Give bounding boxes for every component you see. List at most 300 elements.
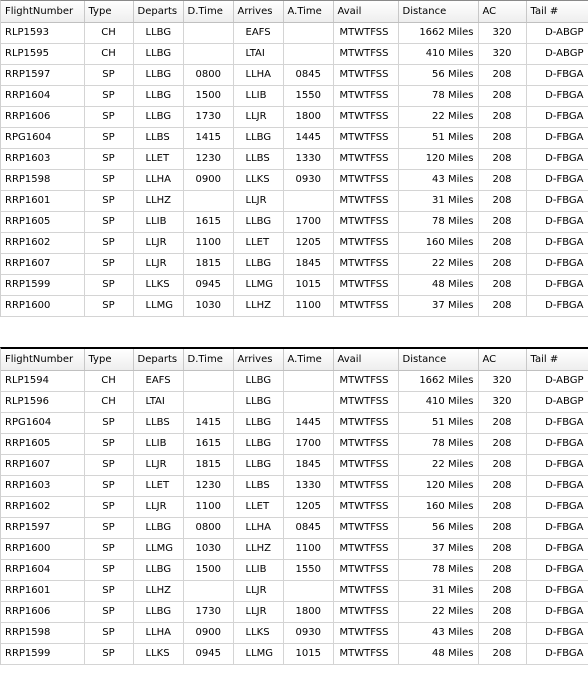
cell-tail-number[interactable]: D-FBGA [526,127,588,148]
cell-type[interactable]: CH [84,22,133,43]
cell-tail-number[interactable]: D-FBGA [526,580,588,601]
cell-departure-time[interactable]: 1730 [183,106,233,127]
table-row[interactable] [1,127,588,148]
cell-aircraft[interactable]: 320 [478,370,526,391]
cell-arrival-time[interactable] [283,580,333,601]
cell-tail-number[interactable]: D-FBGA [526,538,588,559]
cell-distance[interactable]: 48 Miles [398,274,478,295]
cell-aircraft[interactable]: 208 [478,475,526,496]
cell-tail-number[interactable]: D-FBGA [526,169,588,190]
cell-type[interactable]: SP [84,580,133,601]
cell-departs[interactable]: LLJR [133,232,183,253]
table-row[interactable] [1,232,588,253]
cell-distance[interactable]: 22 Miles [398,454,478,475]
table-row[interactable] [1,643,588,664]
table-row[interactable] [1,211,588,232]
cell-departs[interactable]: LLBG [133,64,183,85]
cell-type[interactable]: SP [84,454,133,475]
cell-arrives[interactable]: LLJR [233,601,283,622]
cell-flight-number[interactable]: RRP1607 [1,454,84,475]
cell-arrives[interactable]: LLHA [233,517,283,538]
cell-type[interactable]: CH [84,370,133,391]
cell-availability[interactable]: MTWTFSS [333,643,398,664]
cell-flight-number[interactable]: RRP1607 [1,253,84,274]
cell-arrives[interactable]: LLBS [233,148,283,169]
cell-distance[interactable]: 120 Miles [398,148,478,169]
cell-availability[interactable]: MTWTFSS [333,169,398,190]
cell-availability[interactable]: MTWTFSS [333,391,398,412]
cell-distance[interactable]: 37 Miles [398,295,478,316]
cell-availability[interactable]: MTWTFSS [333,274,398,295]
table-row[interactable] [1,601,588,622]
cell-departs[interactable]: LLHZ [133,580,183,601]
cell-aircraft[interactable]: 208 [478,412,526,433]
cell-departure-time[interactable]: 0800 [183,64,233,85]
cell-distance[interactable]: 37 Miles [398,538,478,559]
cell-arrival-time[interactable]: 1550 [283,559,333,580]
cell-type[interactable]: SP [84,601,133,622]
cell-type[interactable]: SP [84,274,133,295]
cell-departs[interactable]: LTAI [133,391,183,412]
cell-arrival-time[interactable] [283,43,333,64]
cell-flight-number[interactable]: RRP1598 [1,622,84,643]
cell-arrival-time[interactable] [283,391,333,412]
cell-flight-number[interactable]: RRP1598 [1,169,84,190]
cell-availability[interactable]: MTWTFSS [333,475,398,496]
cell-arrives[interactable]: LLBG [233,211,283,232]
cell-flight-number[interactable]: RRP1605 [1,211,84,232]
cell-departs[interactable]: LLBS [133,412,183,433]
cell-flight-number[interactable]: RRP1599 [1,274,84,295]
cell-distance[interactable]: 78 Miles [398,433,478,454]
cell-departure-time[interactable]: 1100 [183,232,233,253]
cell-type[interactable]: SP [84,64,133,85]
cell-flight-number[interactable]: RRP1603 [1,148,84,169]
cell-departs[interactable]: LLBG [133,559,183,580]
cell-distance[interactable]: 1662 Miles [398,22,478,43]
cell-departs[interactable]: LLMG [133,295,183,316]
cell-tail-number[interactable]: D-FBGA [526,106,588,127]
cell-departure-time[interactable]: 0900 [183,622,233,643]
cell-type[interactable]: SP [84,295,133,316]
cell-arrival-time[interactable]: 0930 [283,622,333,643]
cell-arrives[interactable]: LLBG [233,454,283,475]
cell-arrival-time[interactable]: 1700 [283,211,333,232]
cell-tail-number[interactable]: D-FBGA [526,274,588,295]
cell-departure-time[interactable] [183,43,233,64]
table-row[interactable] [1,580,588,601]
cell-arrives[interactable]: LLHA [233,64,283,85]
cell-arrival-time[interactable]: 1015 [283,643,333,664]
cell-departure-time[interactable]: 1815 [183,454,233,475]
cell-type[interactable]: SP [84,253,133,274]
cell-availability[interactable]: MTWTFSS [333,43,398,64]
cell-departs[interactable]: LLKS [133,643,183,664]
cell-departure-time[interactable]: 1615 [183,433,233,454]
cell-arrival-time[interactable]: 1015 [283,274,333,295]
column-header-arrives[interactable]: Arrives [233,1,283,22]
table-row[interactable] [1,295,588,316]
cell-flight-number[interactable]: RRP1604 [1,85,84,106]
cell-type[interactable]: SP [84,559,133,580]
cell-tail-number[interactable]: D-FBGA [526,643,588,664]
cell-arrival-time[interactable]: 1700 [283,433,333,454]
column-header-departure-time[interactable]: D.Time [183,349,233,370]
cell-arrives[interactable]: LLHZ [233,295,283,316]
cell-aircraft[interactable]: 208 [478,64,526,85]
cell-departure-time[interactable] [183,391,233,412]
table-row[interactable] [1,169,588,190]
cell-departure-time[interactable]: 1415 [183,412,233,433]
flights-grid-outbound[interactable] [0,0,588,317]
cell-availability[interactable]: MTWTFSS [333,370,398,391]
cell-departs[interactable]: LLBS [133,127,183,148]
column-header-distance[interactable]: Distance [398,349,478,370]
column-header-departs[interactable]: Departs [133,1,183,22]
cell-tail-number[interactable]: D-FBGA [526,64,588,85]
cell-availability[interactable]: MTWTFSS [333,622,398,643]
cell-flight-number[interactable]: RPG1604 [1,412,84,433]
cell-aircraft[interactable]: 208 [478,454,526,475]
table-row[interactable] [1,433,588,454]
column-header-aircraft[interactable]: AC [478,349,526,370]
cell-departure-time[interactable]: 1415 [183,127,233,148]
cell-type[interactable]: SP [84,496,133,517]
cell-aircraft[interactable]: 208 [478,580,526,601]
cell-type[interactable]: SP [84,643,133,664]
cell-arrival-time[interactable]: 0845 [283,517,333,538]
cell-availability[interactable]: MTWTFSS [333,496,398,517]
cell-flight-number[interactable]: RRP1601 [1,580,84,601]
cell-availability[interactable]: MTWTFSS [333,253,398,274]
cell-tail-number[interactable]: D-FBGA [526,475,588,496]
cell-tail-number[interactable]: D-ABGP [526,370,588,391]
cell-distance[interactable]: 56 Miles [398,517,478,538]
column-header-type[interactable]: Type [84,349,133,370]
cell-type[interactable]: SP [84,232,133,253]
cell-arrival-time[interactable]: 1800 [283,601,333,622]
cell-aircraft[interactable]: 208 [478,190,526,211]
table-row[interactable] [1,64,588,85]
table-row[interactable] [1,517,588,538]
cell-availability[interactable]: MTWTFSS [333,538,398,559]
table-row[interactable] [1,106,588,127]
cell-availability[interactable]: MTWTFSS [333,190,398,211]
cell-arrival-time[interactable] [283,22,333,43]
cell-distance[interactable]: 22 Miles [398,106,478,127]
cell-arrives[interactable]: LLKS [233,622,283,643]
cell-arrives[interactable]: LLBG [233,412,283,433]
cell-departure-time[interactable]: 0900 [183,169,233,190]
table-row[interactable] [1,496,588,517]
cell-distance[interactable]: 78 Miles [398,85,478,106]
cell-distance[interactable]: 78 Miles [398,211,478,232]
cell-arrives[interactable]: LLET [233,232,283,253]
column-header-tail-number[interactable]: Tail # [526,349,588,370]
cell-departs[interactable]: LLBG [133,85,183,106]
cell-distance[interactable]: 48 Miles [398,643,478,664]
table-row[interactable] [1,148,588,169]
cell-distance[interactable]: 160 Miles [398,496,478,517]
cell-tail-number[interactable]: D-FBGA [526,211,588,232]
cell-arrives[interactable]: LLBG [233,370,283,391]
cell-departure-time[interactable] [183,22,233,43]
cell-departure-time[interactable]: 1500 [183,559,233,580]
cell-departure-time[interactable]: 1030 [183,295,233,316]
cell-distance[interactable]: 56 Miles [398,64,478,85]
cell-departure-time[interactable] [183,580,233,601]
cell-arrives[interactable]: LLIB [233,559,283,580]
table-row[interactable] [1,370,588,391]
cell-departs[interactable]: LLIB [133,433,183,454]
cell-arrives[interactable]: LLMG [233,643,283,664]
cell-arrives[interactable]: LTAI [233,43,283,64]
cell-aircraft[interactable]: 208 [478,538,526,559]
column-header-aircraft[interactable]: AC [478,1,526,22]
cell-distance[interactable]: 78 Miles [398,559,478,580]
cell-departs[interactable]: LLBG [133,106,183,127]
table-row[interactable] [1,454,588,475]
cell-flight-number[interactable]: RRP1600 [1,295,84,316]
cell-arrival-time[interactable]: 1100 [283,538,333,559]
cell-availability[interactable]: MTWTFSS [333,22,398,43]
cell-tail-number[interactable]: D-FBGA [526,295,588,316]
column-header-tail-number[interactable]: Tail # [526,1,588,22]
cell-distance[interactable]: 51 Miles [398,127,478,148]
cell-aircraft[interactable]: 208 [478,295,526,316]
cell-distance[interactable]: 120 Miles [398,475,478,496]
cell-arrival-time[interactable]: 1205 [283,496,333,517]
cell-departs[interactable]: LLHA [133,169,183,190]
column-header-arrival-time[interactable]: A.Time [283,349,333,370]
cell-flight-number[interactable]: RRP1597 [1,517,84,538]
cell-departs[interactable]: LLBG [133,601,183,622]
cell-tail-number[interactable]: D-FBGA [526,232,588,253]
cell-arrives[interactable]: LLKS [233,169,283,190]
cell-aircraft[interactable]: 320 [478,43,526,64]
cell-flight-number[interactable]: RRP1604 [1,559,84,580]
cell-distance[interactable]: 31 Miles [398,580,478,601]
cell-availability[interactable]: MTWTFSS [333,517,398,538]
cell-arrival-time[interactable]: 1445 [283,412,333,433]
cell-tail-number[interactable]: D-FBGA [526,412,588,433]
column-header-departs[interactable]: Departs [133,349,183,370]
cell-flight-number[interactable]: RRP1605 [1,433,84,454]
cell-departs[interactable]: LLIB [133,211,183,232]
column-header-distance[interactable]: Distance [398,1,478,22]
cell-tail-number[interactable]: D-ABGP [526,22,588,43]
column-header-availability[interactable]: Avail [333,349,398,370]
cell-departs[interactable]: EAFS [133,370,183,391]
table-row[interactable] [1,391,588,412]
cell-arrives[interactable]: LLBG [233,433,283,454]
cell-type[interactable]: SP [84,622,133,643]
cell-type[interactable]: SP [84,169,133,190]
cell-aircraft[interactable]: 208 [478,169,526,190]
cell-distance[interactable]: 1662 Miles [398,370,478,391]
cell-arrival-time[interactable]: 1845 [283,253,333,274]
cell-tail-number[interactable]: D-ABGP [526,43,588,64]
cell-tail-number[interactable]: D-FBGA [526,622,588,643]
cell-flight-number[interactable]: RRP1602 [1,232,84,253]
cell-departure-time[interactable]: 1030 [183,538,233,559]
cell-arrival-time[interactable]: 1845 [283,454,333,475]
cell-tail-number[interactable]: D-FBGA [526,559,588,580]
cell-departure-time[interactable]: 0800 [183,517,233,538]
cell-availability[interactable]: MTWTFSS [333,211,398,232]
cell-departs[interactable]: LLBG [133,517,183,538]
cell-tail-number[interactable]: D-FBGA [526,433,588,454]
cell-departs[interactable]: LLET [133,475,183,496]
cell-departs[interactable]: LLHZ [133,190,183,211]
cell-distance[interactable]: 22 Miles [398,601,478,622]
cell-availability[interactable]: MTWTFSS [333,148,398,169]
cell-type[interactable]: CH [84,391,133,412]
cell-availability[interactable]: MTWTFSS [333,232,398,253]
cell-aircraft[interactable]: 208 [478,106,526,127]
cell-aircraft[interactable]: 208 [478,496,526,517]
cell-flight-number[interactable]: RLP1593 [1,22,84,43]
cell-type[interactable]: SP [84,148,133,169]
table-row[interactable] [1,253,588,274]
cell-distance[interactable]: 43 Miles [398,169,478,190]
cell-aircraft[interactable]: 208 [478,232,526,253]
cell-availability[interactable]: MTWTFSS [333,433,398,454]
cell-departure-time[interactable]: 1230 [183,475,233,496]
cell-arrives[interactable]: LLBG [233,391,283,412]
cell-aircraft[interactable]: 208 [478,517,526,538]
cell-departs[interactable]: LLBG [133,43,183,64]
cell-aircraft[interactable]: 320 [478,22,526,43]
column-header-type[interactable]: Type [84,1,133,22]
cell-type[interactable]: SP [84,106,133,127]
flights-grid-return[interactable] [0,347,588,665]
cell-distance[interactable]: 410 Miles [398,43,478,64]
cell-arrives[interactable]: LLJR [233,580,283,601]
cell-arrives[interactable]: LLJR [233,106,283,127]
cell-aircraft[interactable]: 208 [478,622,526,643]
cell-arrival-time[interactable] [283,370,333,391]
cell-aircraft[interactable]: 320 [478,391,526,412]
cell-departs[interactable]: LLET [133,148,183,169]
cell-flight-number[interactable]: RRP1600 [1,538,84,559]
cell-tail-number[interactable]: D-FBGA [526,601,588,622]
cell-arrival-time[interactable] [283,190,333,211]
cell-arrival-time[interactable]: 1550 [283,85,333,106]
cell-aircraft[interactable]: 208 [478,559,526,580]
cell-availability[interactable]: MTWTFSS [333,559,398,580]
cell-tail-number[interactable]: D-FBGA [526,253,588,274]
cell-availability[interactable]: MTWTFSS [333,85,398,106]
cell-aircraft[interactable]: 208 [478,253,526,274]
cell-tail-number[interactable]: D-FBGA [526,85,588,106]
cell-arrives[interactable]: EAFS [233,22,283,43]
cell-arrival-time[interactable]: 0930 [283,169,333,190]
cell-type[interactable]: SP [84,517,133,538]
cell-aircraft[interactable]: 208 [478,601,526,622]
table-row[interactable] [1,538,588,559]
cell-distance[interactable]: 22 Miles [398,253,478,274]
column-header-availability[interactable]: Avail [333,1,398,22]
cell-aircraft[interactable]: 208 [478,85,526,106]
cell-departure-time[interactable]: 0945 [183,274,233,295]
cell-tail-number[interactable]: D-FBGA [526,148,588,169]
cell-flight-number[interactable]: RRP1599 [1,643,84,664]
cell-departs[interactable]: LLKS [133,274,183,295]
table-row[interactable] [1,274,588,295]
cell-arrives[interactable]: LLHZ [233,538,283,559]
cell-departure-time[interactable]: 1615 [183,211,233,232]
cell-distance[interactable]: 160 Miles [398,232,478,253]
cell-tail-number[interactable]: D-FBGA [526,454,588,475]
cell-departure-time[interactable]: 1500 [183,85,233,106]
cell-availability[interactable]: MTWTFSS [333,64,398,85]
cell-type[interactable]: SP [84,412,133,433]
cell-departure-time[interactable]: 0945 [183,643,233,664]
cell-flight-number[interactable]: RRP1606 [1,106,84,127]
cell-departs[interactable]: LLJR [133,496,183,517]
cell-type[interactable]: SP [84,127,133,148]
cell-distance[interactable]: 31 Miles [398,190,478,211]
cell-arrival-time[interactable]: 1800 [283,106,333,127]
table-row[interactable] [1,559,588,580]
cell-arrives[interactable]: LLET [233,496,283,517]
cell-departs[interactable]: LLMG [133,538,183,559]
column-header-departure-time[interactable]: D.Time [183,1,233,22]
cell-aircraft[interactable]: 208 [478,433,526,454]
cell-arrival-time[interactable]: 1330 [283,475,333,496]
cell-type[interactable]: SP [84,538,133,559]
cell-availability[interactable]: MTWTFSS [333,412,398,433]
column-header-flight-number[interactable]: FlightNumber [1,349,84,370]
cell-flight-number[interactable]: RLP1594 [1,370,84,391]
cell-departure-time[interactable]: 1730 [183,601,233,622]
cell-flight-number[interactable]: RLP1596 [1,391,84,412]
cell-type[interactable]: SP [84,475,133,496]
cell-departure-time[interactable] [183,370,233,391]
cell-type[interactable]: CH [84,43,133,64]
cell-availability[interactable]: MTWTFSS [333,106,398,127]
table-row[interactable] [1,475,588,496]
cell-flight-number[interactable]: RPG1604 [1,127,84,148]
cell-flight-number[interactable]: RRP1606 [1,601,84,622]
cell-distance[interactable]: 43 Miles [398,622,478,643]
cell-arrives[interactable]: LLMG [233,274,283,295]
cell-departs[interactable]: LLJR [133,253,183,274]
cell-type[interactable]: SP [84,211,133,232]
cell-tail-number[interactable]: D-FBGA [526,496,588,517]
column-header-flight-number[interactable]: FlightNumber [1,1,84,22]
cell-tail-number[interactable]: D-FBGA [526,517,588,538]
cell-aircraft[interactable]: 208 [478,211,526,232]
cell-departure-time[interactable] [183,190,233,211]
cell-availability[interactable]: MTWTFSS [333,295,398,316]
cell-availability[interactable]: MTWTFSS [333,454,398,475]
column-header-arrival-time[interactable]: A.Time [283,1,333,22]
cell-arrives[interactable]: LLIB [233,85,283,106]
cell-tail-number[interactable]: D-FBGA [526,190,588,211]
cell-type[interactable]: SP [84,85,133,106]
cell-flight-number[interactable]: RRP1601 [1,190,84,211]
table-row[interactable] [1,190,588,211]
cell-flight-number[interactable]: RLP1595 [1,43,84,64]
cell-type[interactable]: SP [84,433,133,454]
cell-flight-number[interactable]: RRP1603 [1,475,84,496]
cell-aircraft[interactable]: 208 [478,127,526,148]
cell-availability[interactable]: MTWTFSS [333,580,398,601]
cell-departs[interactable]: LLJR [133,454,183,475]
cell-departure-time[interactable]: 1100 [183,496,233,517]
